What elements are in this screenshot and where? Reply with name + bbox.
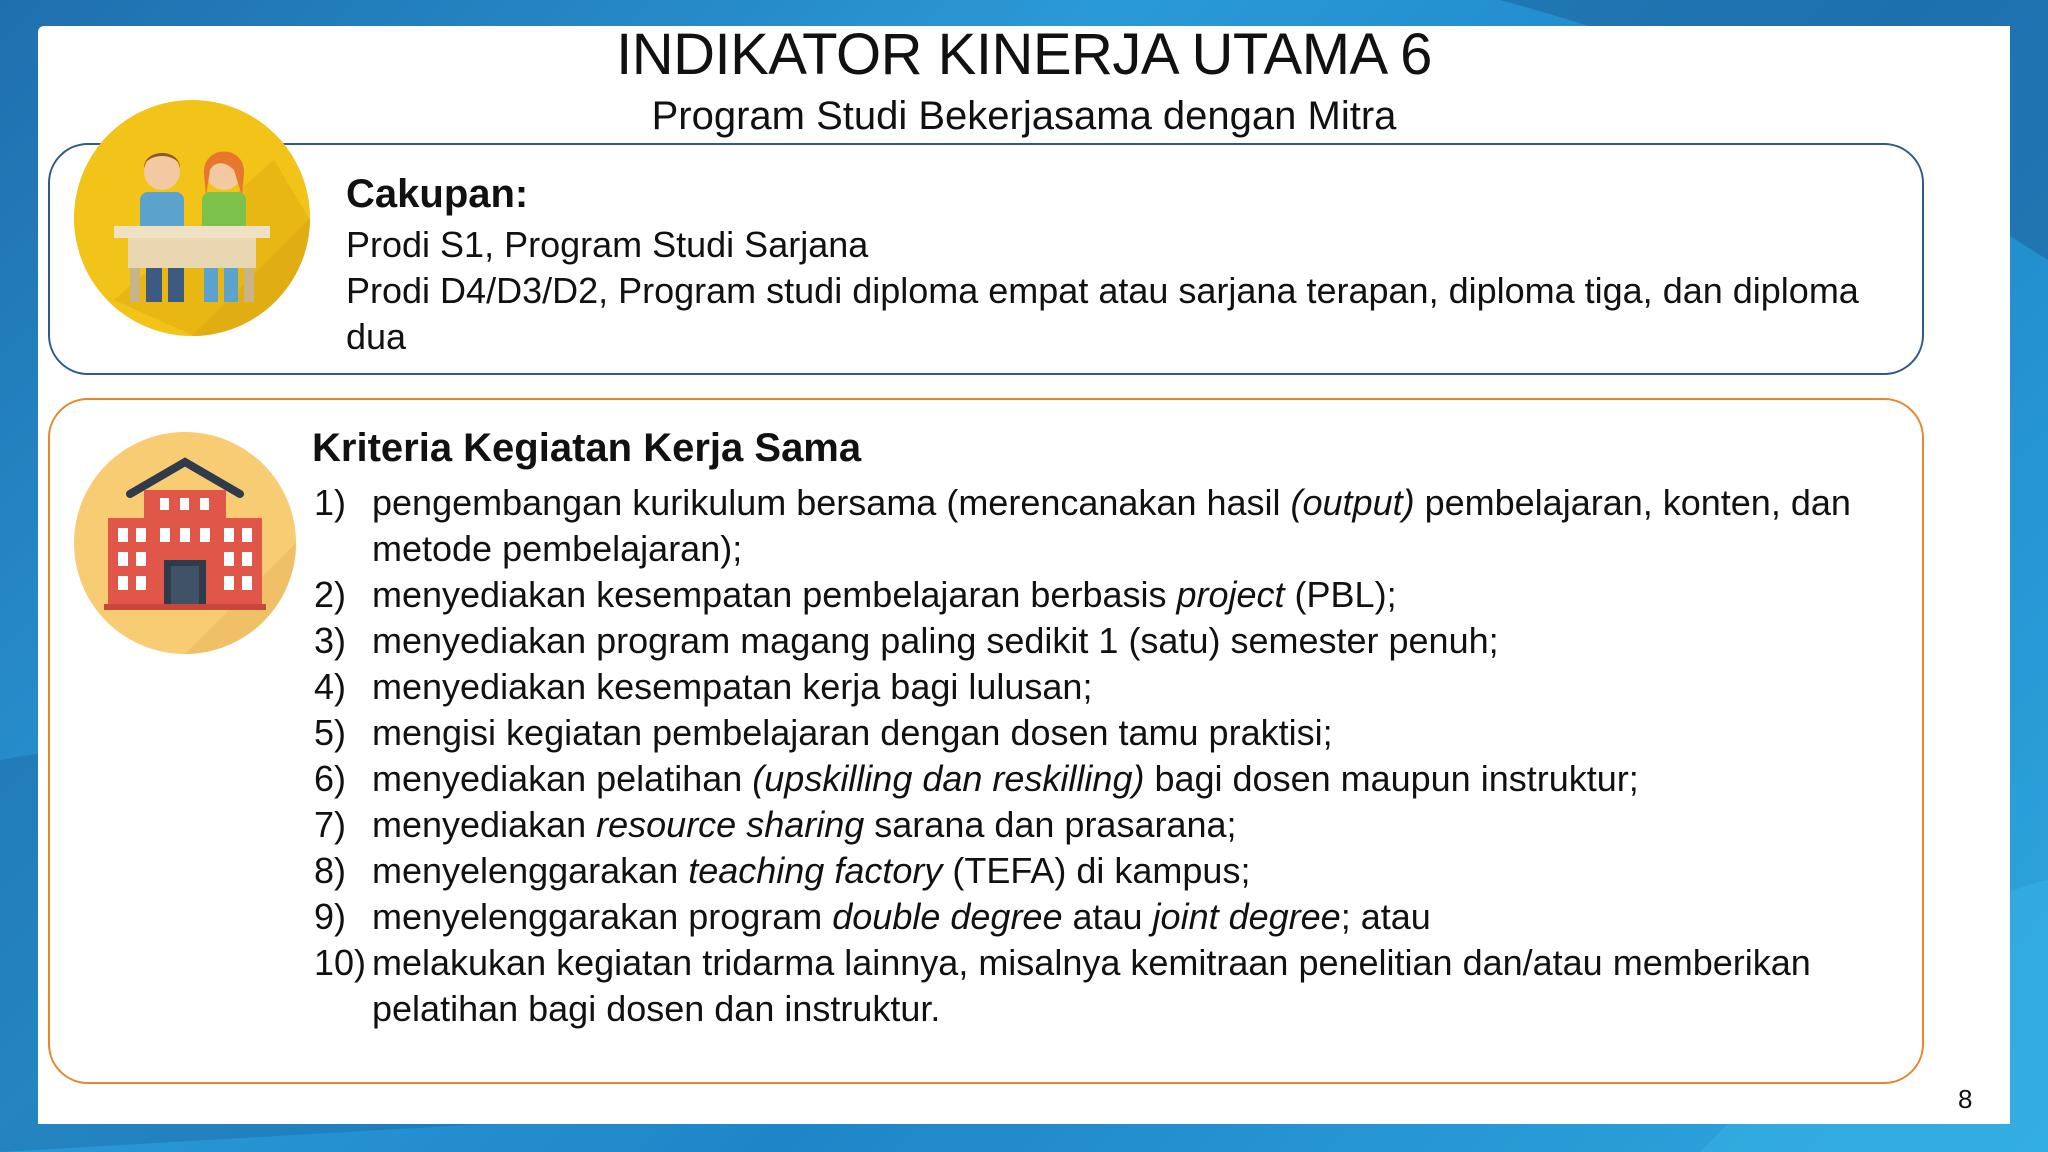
kriteria-item-text: resource sharing <box>596 804 865 845</box>
kriteria-item-text: pembelajaran, konten, dan metode pembelajaran); <box>372 482 1851 569</box>
kriteria-item-number: 8) <box>314 850 347 891</box>
kriteria-item-text: menyediakan program magang paling sedikit 1 (satu) semester penuh; <box>372 620 1499 661</box>
cakupan-heading: Cakupan: <box>346 172 529 216</box>
slide-subtitle: Program Studi Bekerjasama dengan Mitra <box>651 94 1397 138</box>
kriteria-item <box>314 572 1914 618</box>
kriteria-item-text: menyediakan kesempatan pembelajaran berbasis <box>372 574 1177 615</box>
kriteria-item-text: menyelenggarakan <box>372 850 689 891</box>
kriteria-item-text: menyediakan kesempatan kerja bagi lulusan; <box>372 666 1093 707</box>
kriteria-item-number: 2) <box>314 574 347 615</box>
kriteria-item-text: (upskilling dan reskilling) <box>752 758 1145 799</box>
kriteria-item-text: menyelenggarakan program <box>372 896 833 937</box>
kriteria-item-text: (TEFA) di kampus; <box>942 850 1251 891</box>
kriteria-item-text: double degree <box>832 896 1063 937</box>
kriteria-item-text: pengembangan kurikulum bersama (merencanakan hasil <box>372 482 1291 523</box>
kriteria-item-number: 5) <box>314 712 347 753</box>
kriteria-item-text: project <box>1176 574 1285 615</box>
kriteria-item-text: teaching factory <box>688 850 943 891</box>
kriteria-item-text: menyediakan pelatihan <box>372 758 753 799</box>
kriteria-item-text: bagi dosen maupun instruktur; <box>1144 758 1639 799</box>
cakupan-line-diploma: Prodi D4/D3/D2, Program studi diploma empat atau sarjana terapan, diploma tiga, dan diploma dua <box>346 270 1859 357</box>
kriteria-item-number: 1) <box>314 482 347 523</box>
kriteria-item-text: melakukan kegiatan tridarma lainnya, misalnya kemitraan penelitian dan/atau memberikan pelatihan bagi dosen dan instruktur. <box>372 942 1811 1029</box>
students-at-desk-icon <box>74 100 310 336</box>
kriteria-item-text: (PBL); <box>1284 574 1397 615</box>
kriteria-item <box>314 848 1914 894</box>
kriteria-item-text: joint degree <box>1152 896 1341 937</box>
kriteria-item-number: 7) <box>314 804 347 845</box>
kriteria-item <box>314 480 1914 572</box>
kriteria-item-number: 10) <box>314 942 367 983</box>
kriteria-item <box>314 940 1914 1032</box>
school-building-icon <box>74 432 296 654</box>
kriteria-item <box>314 802 1914 848</box>
kriteria-item <box>314 710 1914 756</box>
kriteria-item-number: 3) <box>314 620 347 661</box>
kriteria-item-number: 4) <box>314 666 347 707</box>
page-number: 8 <box>1958 1084 1973 1114</box>
kriteria-item-text: mengisi kegiatan pembelajaran dengan dosen tamu praktisi; <box>372 712 1333 753</box>
kriteria-item <box>314 618 1914 664</box>
slide-title: INDIKATOR KINERJA UTAMA 6 <box>616 22 1432 87</box>
kriteria-heading: Kriteria Kegiatan Kerja Sama <box>312 426 862 470</box>
kriteria-item-text: menyediakan <box>372 804 597 845</box>
kriteria-item-number: 6) <box>314 758 347 799</box>
kriteria-list <box>314 480 1914 1032</box>
kriteria-item-text: atau <box>1062 896 1153 937</box>
kriteria-item-number: 9) <box>314 896 347 937</box>
kriteria-item-text: (output) <box>1290 482 1415 523</box>
kriteria-item-text: ; atau <box>1340 896 1431 937</box>
kriteria-item <box>314 664 1914 710</box>
cakupan-line-s1: Prodi S1, Program Studi Sarjana <box>346 224 869 265</box>
kriteria-item <box>314 894 1914 940</box>
kriteria-item <box>314 756 1914 802</box>
kriteria-item-text: sarana dan prasarana; <box>864 804 1237 845</box>
